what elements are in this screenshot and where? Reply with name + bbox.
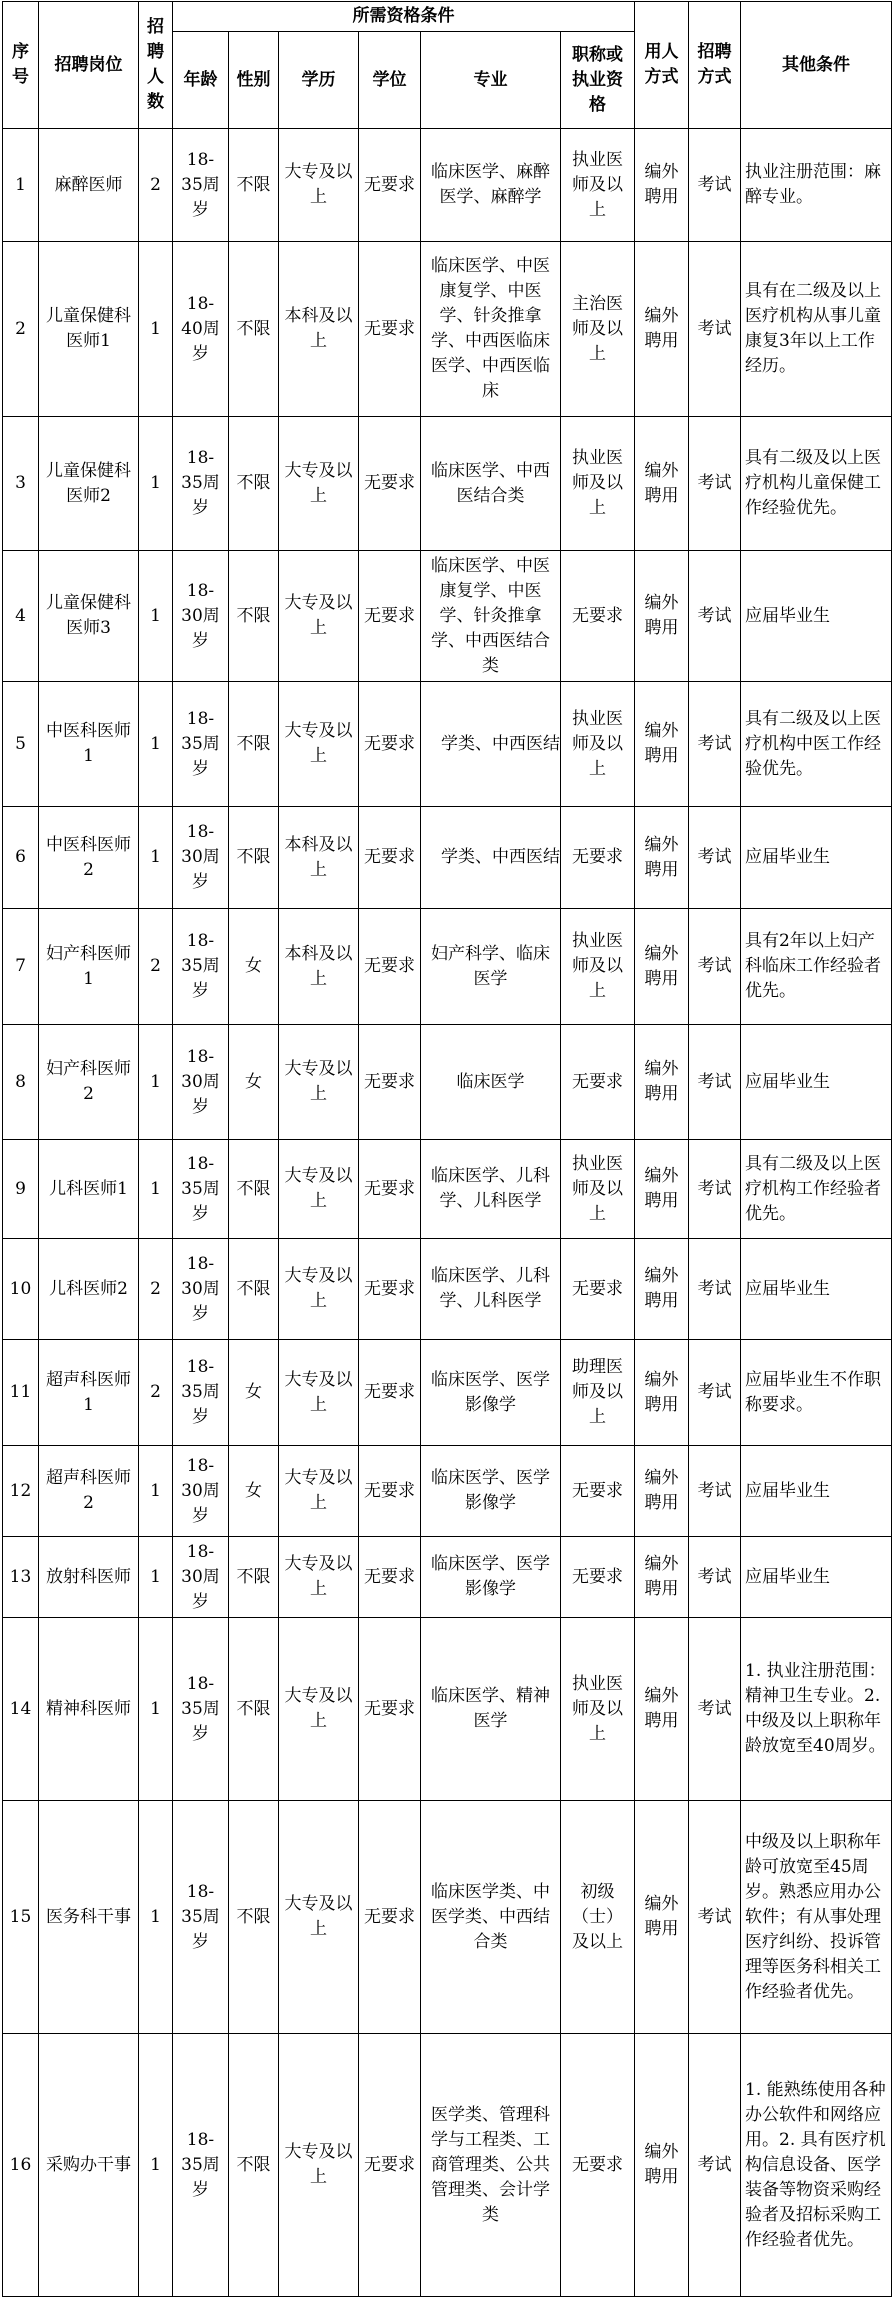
- header-gender: 性别: [229, 32, 279, 129]
- cell-education: 大专及以上: [279, 1801, 359, 2034]
- cell-position: 医务科干事: [39, 1801, 139, 2034]
- cell-gender: 不限: [229, 682, 279, 807]
- cell-degree: 无要求: [359, 551, 421, 682]
- cell-gender: 女: [229, 1340, 279, 1446]
- cell-recruit-mode: 考试: [689, 1025, 741, 1140]
- cell-index: 6: [3, 807, 39, 909]
- cell-recruit-mode: 考试: [689, 129, 741, 242]
- cell-gender: 不限: [229, 551, 279, 682]
- cell-major: 临床医学、精神医学: [421, 1618, 561, 1801]
- table-row: [3, 242, 892, 417]
- cell-title: 无要求: [561, 1239, 635, 1340]
- cell-other: 应届毕业生: [741, 1537, 892, 1618]
- cell-other: 1. 能熟练使用各种办公软件和网络应用。2. 具有医疗机构信息设备、医学装备等物资采购经验者及招标采购工作经验者优先。: [741, 2034, 892, 2297]
- cell-other: 具有二级及以上医疗机构中医工作经验优先。: [741, 682, 892, 807]
- table-row: [3, 1239, 892, 1340]
- cell-count: 1: [139, 417, 173, 551]
- cell-title: 主治医师及以上: [561, 242, 635, 417]
- cell-degree: 无要求: [359, 1618, 421, 1801]
- cell-degree: 无要求: [359, 682, 421, 807]
- cell-major: 临床医学、医学影像学: [421, 1446, 561, 1537]
- cell-position: 放射科医师: [39, 1537, 139, 1618]
- cell-hire-mode: 编外聘用: [635, 1140, 689, 1239]
- cell-gender: 不限: [229, 242, 279, 417]
- cell-other: 应届毕业生: [741, 1025, 892, 1140]
- cell-recruit-mode: 考试: [689, 1537, 741, 1618]
- cell-other: 中级及以上职称年龄可放宽至45周岁。熟悉应用办公软件；有从事处理医疗纠纷、投诉管理等医务科相关工作经验者优先。: [741, 1801, 892, 2034]
- header-qualification-group: 所需资格条件: [173, 2, 635, 32]
- table-row: [3, 551, 892, 682]
- cell-major: 临床医学: [421, 1025, 561, 1140]
- cell-gender: 女: [229, 909, 279, 1025]
- cell-index: 14: [3, 1618, 39, 1801]
- cell-major: 临床医学、麻醉医学、麻醉学: [421, 129, 561, 242]
- cell-title: 无要求: [561, 1446, 635, 1537]
- cell-position: 超声科医师1: [39, 1340, 139, 1446]
- cell-recruit-mode: 考试: [689, 2034, 741, 2297]
- cell-count: 2: [139, 1239, 173, 1340]
- cell-age: 18-30周岁: [173, 1446, 229, 1537]
- cell-education: 大专及以上: [279, 1446, 359, 1537]
- cell-major: 医学类、管理科学与工程类、工商管理类、公共管理类、会计学类: [421, 2034, 561, 2297]
- header-index: 序号: [3, 2, 39, 129]
- cell-age: 18-35周岁: [173, 417, 229, 551]
- cell-degree: 无要求: [359, 129, 421, 242]
- cell-hire-mode: 编外聘用: [635, 1801, 689, 2034]
- cell-recruit-mode: 考试: [689, 909, 741, 1025]
- cell-hire-mode: 编外聘用: [635, 242, 689, 417]
- cell-gender: 女: [229, 1446, 279, 1537]
- cell-count: 1: [139, 2034, 173, 2297]
- cell-major: 临床医学、儿科学、儿科医学: [421, 1239, 561, 1340]
- cell-education: 大专及以上: [279, 1239, 359, 1340]
- cell-degree: 无要求: [359, 1025, 421, 1140]
- cell-other: 执业注册范围：麻醉专业。: [741, 129, 892, 242]
- header-hire-mode: 用人方式: [635, 2, 689, 129]
- cell-degree: 无要求: [359, 242, 421, 417]
- cell-title: 执业医师及以上: [561, 417, 635, 551]
- cell-index: 5: [3, 682, 39, 807]
- cell-recruit-mode: 考试: [689, 242, 741, 417]
- header-recruit-mode: 招聘方式: [689, 2, 741, 129]
- cell-degree: 无要求: [359, 1239, 421, 1340]
- cell-degree: 无要求: [359, 1340, 421, 1446]
- cell-age: 18-35周岁: [173, 2034, 229, 2297]
- cell-position: 妇产科医师2: [39, 1025, 139, 1140]
- cell-title: 助理医师及以上: [561, 1340, 635, 1446]
- cell-major: 临床医学、中医康复学、中医学、针灸推拿学、中西医结合类: [421, 551, 561, 682]
- cell-count: 1: [139, 682, 173, 807]
- cell-index: 11: [3, 1340, 39, 1446]
- cell-recruit-mode: 考试: [689, 1239, 741, 1340]
- cell-education: 大专及以上: [279, 682, 359, 807]
- table-row: [3, 1140, 892, 1239]
- table-row: [3, 909, 892, 1025]
- cell-hire-mode: 编外聘用: [635, 2034, 689, 2297]
- header-count: 招聘人数: [139, 2, 173, 129]
- cell-title: 无要求: [561, 2034, 635, 2297]
- cell-count: 1: [139, 1618, 173, 1801]
- cell-major: 临床医学、医学影像学: [421, 1340, 561, 1446]
- table-row: [3, 682, 892, 807]
- cell-education: 本科及以上: [279, 242, 359, 417]
- cell-title: 执业医师及以上: [561, 1140, 635, 1239]
- cell-degree: 无要求: [359, 1801, 421, 2034]
- cell-title: 执业医师及以上: [561, 682, 635, 807]
- cell-gender: 不限: [229, 1239, 279, 1340]
- cell-education: 大专及以上: [279, 1340, 359, 1446]
- table-row: [3, 417, 892, 551]
- cell-age: 18-35周岁: [173, 1340, 229, 1446]
- cell-position: 精神科医师: [39, 1618, 139, 1801]
- recruitment-table: [2, 1, 892, 2297]
- cell-title: 无要求: [561, 807, 635, 909]
- cell-hire-mode: 编外聘用: [635, 1446, 689, 1537]
- cell-other: 应届毕业生: [741, 1239, 892, 1340]
- cell-other: 应届毕业生: [741, 551, 892, 682]
- cell-hire-mode: 编外聘用: [635, 682, 689, 807]
- header-major: 专业: [421, 32, 561, 129]
- cell-other: 具有二级及以上医疗机构儿童保健工作经验优先。: [741, 417, 892, 551]
- cell-recruit-mode: 考试: [689, 1801, 741, 2034]
- cell-age: 18-40周岁: [173, 242, 229, 417]
- cell-position: 儿科医师1: [39, 1140, 139, 1239]
- cell-major: 学类、中西医结: [421, 682, 561, 807]
- cell-major: 学类、中西医结: [421, 807, 561, 909]
- cell-recruit-mode: 考试: [689, 1446, 741, 1537]
- cell-hire-mode: 编外聘用: [635, 1025, 689, 1140]
- cell-count: 1: [139, 1801, 173, 2034]
- table-row: [3, 1340, 892, 1446]
- cell-count: 2: [139, 909, 173, 1025]
- cell-hire-mode: 编外聘用: [635, 1239, 689, 1340]
- cell-education: 大专及以上: [279, 129, 359, 242]
- table-row: [3, 1801, 892, 2034]
- table-row: [3, 129, 892, 242]
- cell-hire-mode: 编外聘用: [635, 417, 689, 551]
- cell-position: 中医科医师2: [39, 807, 139, 909]
- table-row: [3, 807, 892, 909]
- cell-index: 12: [3, 1446, 39, 1537]
- cell-education: 大专及以上: [279, 551, 359, 682]
- cell-index: 16: [3, 2034, 39, 2297]
- cell-count: 1: [139, 1140, 173, 1239]
- cell-count: 1: [139, 1025, 173, 1140]
- cell-recruit-mode: 考试: [689, 551, 741, 682]
- cell-age: 18-35周岁: [173, 1140, 229, 1239]
- cell-other: 应届毕业生不作职称要求。: [741, 1340, 892, 1446]
- cell-gender: 不限: [229, 2034, 279, 2297]
- table-body: [3, 129, 892, 2297]
- cell-degree: 无要求: [359, 417, 421, 551]
- cell-title: 初级（士）及以上: [561, 1801, 635, 2034]
- cell-other: 1. 执业注册范围：精神卫生专业。2. 中级及以上职称年龄放宽至40周岁。: [741, 1618, 892, 1801]
- cell-count: 1: [139, 551, 173, 682]
- cell-degree: 无要求: [359, 1446, 421, 1537]
- cell-index: 1: [3, 129, 39, 242]
- cell-major: 临床医学、中西医结合类: [421, 417, 561, 551]
- cell-major: 临床医学、医学影像学: [421, 1537, 561, 1618]
- cell-age: 18-30周岁: [173, 1025, 229, 1140]
- header-education: 学历: [279, 32, 359, 129]
- cell-education: 大专及以上: [279, 1537, 359, 1618]
- cell-hire-mode: 编外聘用: [635, 1340, 689, 1446]
- header-age: 年龄: [173, 32, 229, 129]
- cell-position: 妇产科医师1: [39, 909, 139, 1025]
- cell-index: 8: [3, 1025, 39, 1140]
- cell-degree: 无要求: [359, 807, 421, 909]
- cell-degree: 无要求: [359, 1537, 421, 1618]
- table-row: [3, 1446, 892, 1537]
- cell-major: 临床医学、中医康复学、中医学、针灸推拿学、中西医临床医学、中西医临床: [421, 242, 561, 417]
- cell-title: 无要求: [561, 551, 635, 682]
- cell-age: 18-35周岁: [173, 1618, 229, 1801]
- cell-title: 无要求: [561, 1537, 635, 1618]
- cell-hire-mode: 编外聘用: [635, 129, 689, 242]
- cell-position: 采购办干事: [39, 2034, 139, 2297]
- cell-age: 18-30周岁: [173, 1537, 229, 1618]
- cell-hire-mode: 编外聘用: [635, 909, 689, 1025]
- cell-degree: 无要求: [359, 909, 421, 1025]
- cell-other: 具有二级及以上医疗机构工作经验者优先。: [741, 1140, 892, 1239]
- cell-count: 2: [139, 129, 173, 242]
- cell-gender: 不限: [229, 417, 279, 551]
- cell-position: 超声科医师2: [39, 1446, 139, 1537]
- cell-major: 妇产科学、临床医学: [421, 909, 561, 1025]
- cell-gender: 不限: [229, 1140, 279, 1239]
- cell-education: 本科及以上: [279, 807, 359, 909]
- header-other: 其他条件: [741, 2, 892, 129]
- cell-index: 10: [3, 1239, 39, 1340]
- cell-hire-mode: 编外聘用: [635, 1537, 689, 1618]
- cell-position: 中医科医师1: [39, 682, 139, 807]
- cell-title: 执业医师及以上: [561, 909, 635, 1025]
- cell-degree: 无要求: [359, 1140, 421, 1239]
- cell-recruit-mode: 考试: [689, 417, 741, 551]
- cell-index: 4: [3, 551, 39, 682]
- cell-position: 儿童保健科医师2: [39, 417, 139, 551]
- table-row: [3, 2034, 892, 2297]
- cell-major: 临床医学、儿科学、儿科医学: [421, 1140, 561, 1239]
- cell-index: 9: [3, 1140, 39, 1239]
- cell-education: 大专及以上: [279, 1025, 359, 1140]
- cell-count: 2: [139, 1340, 173, 1446]
- cell-index: 2: [3, 242, 39, 417]
- cell-gender: 不限: [229, 1618, 279, 1801]
- cell-position: 儿科医师2: [39, 1239, 139, 1340]
- table-row: [3, 1025, 892, 1140]
- cell-count: 1: [139, 807, 173, 909]
- cell-index: 13: [3, 1537, 39, 1618]
- cell-position: 麻醉医师: [39, 129, 139, 242]
- cell-index: 7: [3, 909, 39, 1025]
- cell-education: 大专及以上: [279, 1618, 359, 1801]
- cell-education: 大专及以上: [279, 417, 359, 551]
- cell-position: 儿童保健科医师1: [39, 242, 139, 417]
- cell-title: 执业医师及以上: [561, 129, 635, 242]
- cell-recruit-mode: 考试: [689, 1140, 741, 1239]
- cell-gender: 不限: [229, 1537, 279, 1618]
- cell-age: 18-30周岁: [173, 551, 229, 682]
- cell-hire-mode: 编外聘用: [635, 807, 689, 909]
- header-title: 职称或执业资格: [561, 32, 635, 129]
- cell-count: 1: [139, 242, 173, 417]
- header-position: 招聘岗位: [39, 2, 139, 129]
- cell-count: 1: [139, 1446, 173, 1537]
- cell-gender: 不限: [229, 1801, 279, 2034]
- cell-other: 应届毕业生: [741, 1446, 892, 1537]
- cell-degree: 无要求: [359, 2034, 421, 2297]
- cell-gender: 不限: [229, 807, 279, 909]
- cell-recruit-mode: 考试: [689, 682, 741, 807]
- cell-hire-mode: 编外聘用: [635, 1618, 689, 1801]
- cell-gender: 女: [229, 1025, 279, 1140]
- cell-position: 儿童保健科医师3: [39, 551, 139, 682]
- cell-count: 1: [139, 1537, 173, 1618]
- cell-age: 18-35周岁: [173, 129, 229, 242]
- cell-education: 大专及以上: [279, 1140, 359, 1239]
- cell-recruit-mode: 考试: [689, 807, 741, 909]
- cell-education: 本科及以上: [279, 909, 359, 1025]
- cell-age: 18-30周岁: [173, 1239, 229, 1340]
- header-degree: 学位: [359, 32, 421, 129]
- cell-education: 大专及以上: [279, 2034, 359, 2297]
- table-row: [3, 1537, 892, 1618]
- cell-age: 18-35周岁: [173, 909, 229, 1025]
- cell-recruit-mode: 考试: [689, 1618, 741, 1801]
- table-row: [3, 1618, 892, 1801]
- cell-age: 18-35周岁: [173, 682, 229, 807]
- cell-hire-mode: 编外聘用: [635, 551, 689, 682]
- cell-gender: 不限: [229, 129, 279, 242]
- cell-index: 15: [3, 1801, 39, 2034]
- cell-other: 具有2年以上妇产科临床工作经验者优先。: [741, 909, 892, 1025]
- cell-age: 18-35周岁: [173, 1801, 229, 2034]
- cell-title: 无要求: [561, 1025, 635, 1140]
- cell-title: 执业医师及以上: [561, 1618, 635, 1801]
- cell-other: 具有在二级及以上医疗机构从事儿童康复3年以上工作经历。: [741, 242, 892, 417]
- cell-other: 应届毕业生: [741, 807, 892, 909]
- cell-age: 18-30周岁: [173, 807, 229, 909]
- cell-major: 临床医学类、中医学类、中西结合类: [421, 1801, 561, 2034]
- cell-recruit-mode: 考试: [689, 1340, 741, 1446]
- cell-index: 3: [3, 417, 39, 551]
